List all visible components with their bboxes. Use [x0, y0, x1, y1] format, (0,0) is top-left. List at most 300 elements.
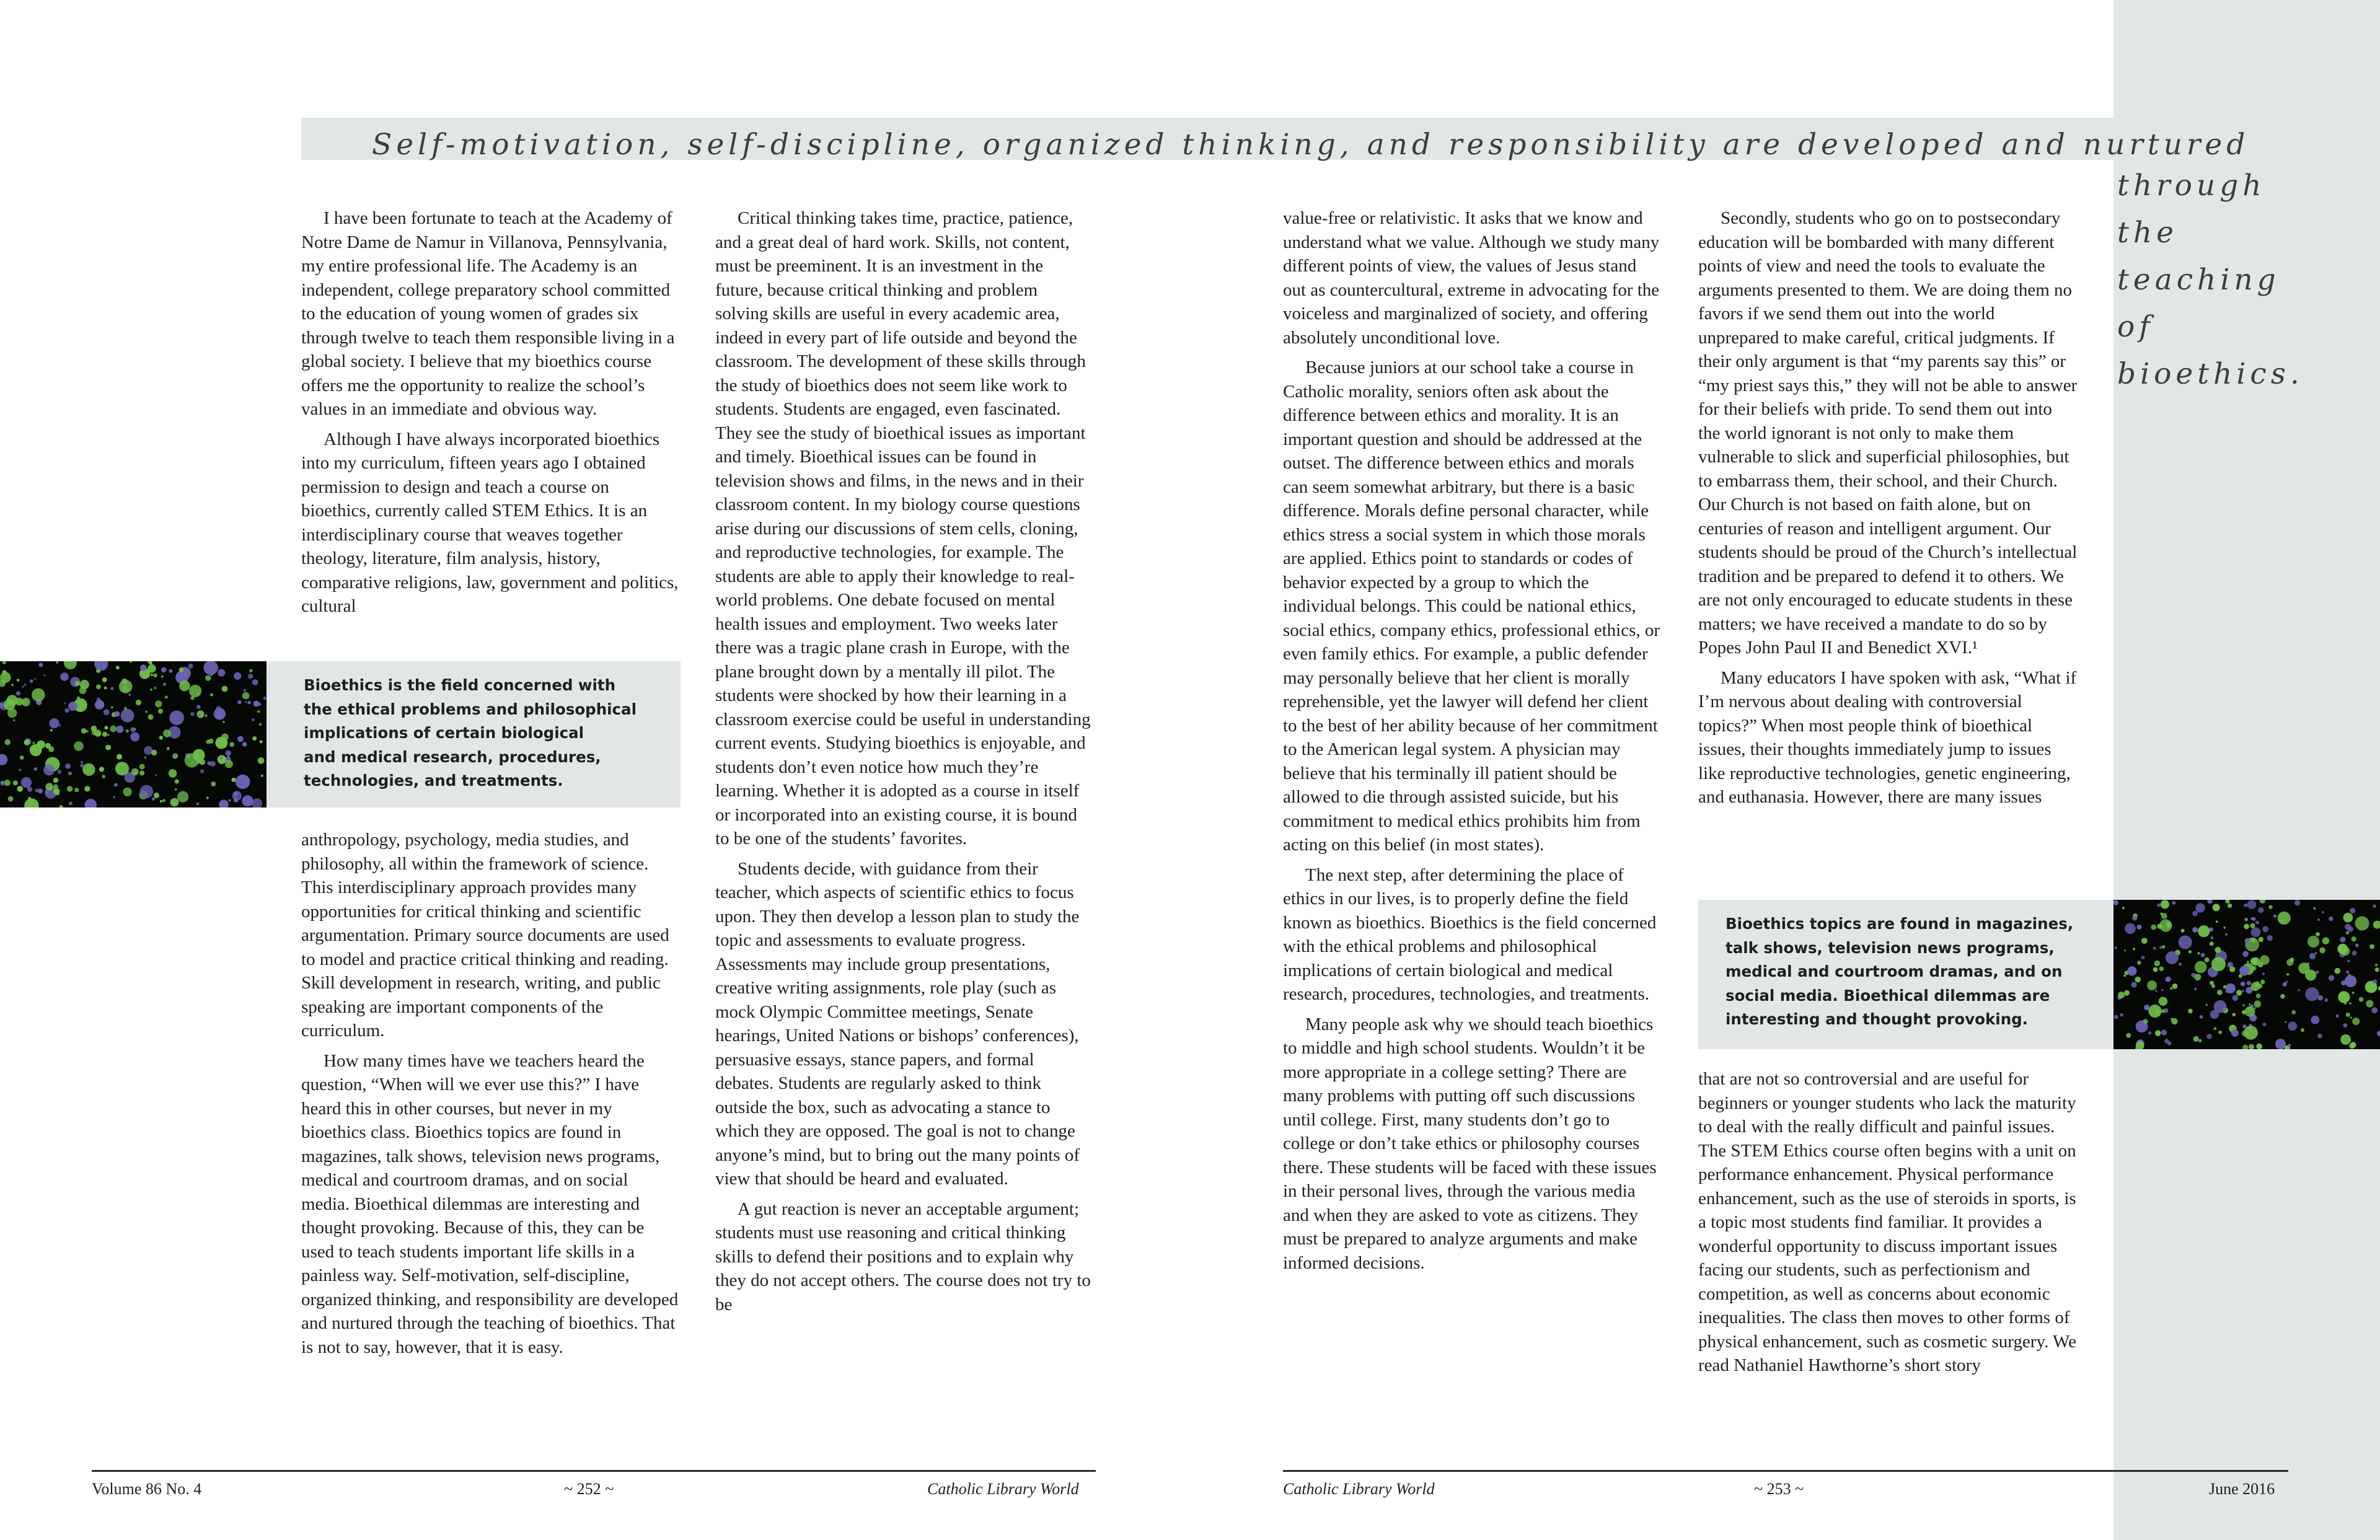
- speckle-dot: [210, 693, 213, 697]
- speckle-dot: [0, 754, 7, 765]
- speckle-dot: [2267, 935, 2273, 941]
- callout-line: the ethical problems and philosophical: [304, 700, 637, 718]
- speckle-dot: [2241, 982, 2246, 987]
- speckle-dot: [2254, 1000, 2262, 1008]
- speckle-dot: [2132, 915, 2137, 920]
- speckle-dot: [2188, 950, 2192, 953]
- speckle-dot: [4, 780, 11, 786]
- speckle-dot: [2172, 901, 2175, 905]
- column-4-bottom: [1698, 1067, 2078, 1384]
- speckle-dot: [2133, 948, 2135, 950]
- column-3: [1283, 206, 1662, 1281]
- speckle-dot: [8, 796, 14, 802]
- footer-page-left: ~ 252 ~: [564, 1480, 614, 1498]
- speckle-dot: [2244, 924, 2249, 930]
- speckle-dot: [2201, 953, 2205, 957]
- speckle-dot: [2, 670, 7, 674]
- speckle-dot: [2301, 1028, 2304, 1032]
- speckle-dot: [107, 734, 109, 736]
- speckle-dot: [2329, 917, 2333, 921]
- speckle-dot: [154, 687, 157, 690]
- speckle-dot: [2349, 1003, 2351, 1005]
- speckle-dot: [2309, 953, 2316, 959]
- speckle-dot: [207, 761, 211, 765]
- speckle-dot: [170, 798, 179, 807]
- speckle-dot: [196, 803, 200, 806]
- speckle-dot: [2188, 1009, 2193, 1014]
- speckle-dot: [131, 727, 136, 732]
- speckle-dot: [102, 775, 105, 778]
- speckle-dot: [116, 666, 120, 669]
- speckle-dot: [34, 678, 36, 680]
- speckle-dot: [2316, 932, 2320, 936]
- speckle-decoration-right: [2113, 900, 2380, 1049]
- speckle-dot: [114, 711, 120, 716]
- speckle-dot: [102, 732, 107, 737]
- speckle-dot: [163, 729, 171, 737]
- speckle-dot: [225, 760, 233, 768]
- speckle-dot: [2118, 992, 2125, 998]
- speckle-dot: [231, 778, 236, 782]
- speckle-dot: [2322, 937, 2329, 944]
- speckle-dot: [259, 723, 262, 726]
- speckle-dot: [121, 709, 134, 723]
- speckle-dot: [2242, 990, 2244, 992]
- speckle-dot: [81, 761, 83, 763]
- speckle-dot: [2195, 961, 2207, 974]
- speckle-dot: [2375, 967, 2379, 972]
- speckle-dot: [2210, 981, 2214, 985]
- speckle-dot: [2317, 995, 2323, 1001]
- callout-line: talk shows, television news programs,: [1726, 938, 2055, 957]
- speckle-dot: [236, 775, 250, 789]
- speckle-dot: [2161, 989, 2163, 991]
- speckle-dot: [2352, 1018, 2360, 1025]
- speckle-dot: [80, 763, 84, 767]
- speckle-dot: [216, 706, 221, 711]
- speckle-dot: [96, 685, 101, 690]
- speckle-dot: [2114, 1015, 2118, 1019]
- speckle-dot: [252, 718, 255, 721]
- speckle-dot: [2231, 1029, 2239, 1037]
- speckle-dot: [2, 661, 6, 664]
- speckle-dot: [111, 706, 113, 709]
- speckle-dot: [59, 724, 61, 726]
- speckle-dot: [2251, 917, 2254, 920]
- speckle-dot: [2148, 1005, 2161, 1018]
- speckle-dot: [140, 664, 146, 671]
- speckle-dot: [19, 768, 22, 772]
- speckle-dot: [226, 750, 231, 756]
- column-2: [715, 206, 1095, 1322]
- speckle-dot: [2244, 938, 2249, 943]
- speckle-dot: [13, 781, 18, 786]
- speckle-dot: [13, 719, 15, 721]
- speckle-dot: [102, 677, 107, 682]
- speckle-dot: [2192, 927, 2198, 933]
- speckle-dot: [2162, 945, 2166, 949]
- speckle-dot: [2291, 1010, 2296, 1014]
- speckle-dot: [2283, 982, 2287, 987]
- speckle-dot: [205, 715, 207, 717]
- speckle-dot: [56, 661, 59, 664]
- speckle-dot: [160, 800, 162, 803]
- speckle-dot: [2373, 905, 2376, 908]
- speckle-dot: [104, 709, 110, 715]
- speckle-dot: [68, 772, 72, 775]
- speckle-dot: [175, 779, 179, 783]
- speckle-dot: [2350, 908, 2355, 913]
- paragraph: The next step, after determining the place of ethics in our lives, is to properly define the field known as bioethics. Bioethics is the field concerned with the ethical problems and philosophical implications of certain biological and medical research, procedures, technologies, and treatments.: [1283, 865, 1657, 1004]
- speckle-dot: [2273, 914, 2277, 918]
- speckle-dot: [2115, 947, 2117, 949]
- speckle-dot: [2141, 956, 2145, 959]
- callout-line: and medical research, procedures,: [304, 747, 601, 766]
- speckle-dot: [32, 689, 45, 702]
- speckle-dot: [2369, 944, 2374, 949]
- speckle-dot: [190, 712, 194, 716]
- callout-line: Bioethics topics are found in magazines,: [1726, 915, 2074, 933]
- speckle-dot: [2286, 981, 2288, 983]
- speckle-dot: [22, 698, 30, 706]
- speckle-dot: [2314, 907, 2316, 910]
- speckle-dot: [2255, 921, 2259, 925]
- speckle-dot: [218, 669, 225, 677]
- speckle-dot: [2124, 949, 2126, 951]
- speckle-dot: [2192, 911, 2198, 917]
- speckle-dot: [24, 798, 39, 807]
- speckle-dot: [2355, 944, 2359, 948]
- speckle-dot: [223, 721, 224, 723]
- speckle-dot: [2250, 957, 2258, 965]
- speckle-dot: [2127, 966, 2136, 975]
- speckle-dot: [74, 788, 79, 792]
- speckle-dot: [131, 768, 139, 776]
- speckle-dot: [148, 715, 154, 720]
- speckle-dot: [153, 674, 157, 677]
- speckle-dot: [2268, 905, 2273, 909]
- speckle-dot: [43, 765, 55, 776]
- speckle-dot: [2247, 981, 2251, 985]
- callout-line: implications of certain biological: [304, 724, 584, 742]
- speckle-dot: [197, 710, 205, 718]
- speckle-dot: [2242, 1004, 2244, 1006]
- speckle-dot: [2194, 988, 2197, 990]
- speckle-dot: [200, 769, 204, 773]
- speckle-dot: [196, 705, 201, 710]
- speckle-dot: [2351, 936, 2356, 941]
- speckle-dot: [105, 745, 111, 750]
- speckle-dot: [38, 788, 43, 793]
- speckle-dot: [2232, 995, 2239, 1001]
- speckle-dot: [48, 746, 54, 752]
- speckle-dot: [234, 672, 241, 680]
- speckle-dot: [2223, 926, 2226, 929]
- speckle-dot: [2280, 994, 2285, 999]
- speckle-dot: [2350, 1016, 2352, 1018]
- paragraph: Critical thinking takes time, practice, patience, and a great deal of hard work. Skills, not content, must be preeminent. It is an investment in the future, because critical thinking and problem solving skills are useful in every academic area, indeed in every part of life outside and beyond the classroom. The development of these skills through the study of bioethics does not seem like work to students. Students are engaged, even fascinated. They see the study of bioethical issues as important and timely. Bioethical issues can be found in television shows and films, in the news and in their classroom content. In my biology course questions arise during our discussions of stem cells, cloning, and reproductive technologies, for example. The students are able to apply their knowledge to real-world problems. One debate focused on mental health issues and employment. Two weeks later there was a tragic plane crash in Europe, with the plane brought down by a mentally ill pilot. The students were shocked by how their learning in a classroom exercise could be useful in understanding current events. Studying bioethics is enjoyable, and students don’t even notice how much they’re learning. Whether it is adopted as a course in itself or incorporated into an existing course, it is bound to be one of the students’ favorites.: [715, 208, 1091, 848]
- speckle-dot: [136, 700, 141, 705]
- speckle-pattern: [0, 661, 267, 807]
- speckle-dot: [175, 788, 177, 790]
- speckle-dot: [2262, 926, 2268, 932]
- speckle-dot: [249, 669, 253, 672]
- column-1-bottom: [301, 828, 681, 1365]
- speckle-dot: [2294, 900, 2300, 905]
- speckle-dot: [2206, 1034, 2212, 1039]
- speckle-dot: [2232, 1013, 2236, 1016]
- speckle-dot: [21, 777, 32, 788]
- speckle-dot: [2256, 1044, 2262, 1049]
- speckle-dot: [2198, 952, 2200, 954]
- speckle-dot: [2170, 987, 2172, 990]
- pull-quote-word: of: [2117, 310, 2154, 344]
- column-4-top: [1698, 206, 2078, 816]
- speckle-dot: [92, 730, 97, 735]
- speckle-dot: [242, 742, 247, 747]
- speckle-dot: [2244, 1026, 2258, 1040]
- speckle-dot: [2215, 947, 2221, 953]
- speckle-dot: [179, 680, 190, 691]
- speckle-dot: [24, 684, 27, 686]
- speckle-dot: [2346, 1013, 2350, 1017]
- speckle-dot: [155, 774, 157, 776]
- speckle-dot: [2126, 1033, 2131, 1038]
- callout-line: social media. Bioethical dilemmas are: [1726, 986, 2050, 1005]
- speckle-dot: [2205, 957, 2210, 962]
- paragraph: Secondly, students who go on to postsecondary education will be bombarded with many different points of view and need the tools to evaluate the arguments presented to them. We are doing them no favors if we send them out into the world unprepared to make careful, critical judgments. If their only argument is that “my parents say this” or “my priest says this,” they will not be able to answer for their beliefs with pride. To send them out into the world ignorant is not only to make them vulnerable to slick and superficial philosophies, but to embarrass them, their school, and their Church. Our Church is not based on faith alone, but on centuries of reason and intelligent argument. Our students should be proud of the Church’s intellectual tradition and be prepared to defend it to others. We are not only encouraged to educate students in these matters; we have received a mandate to do so by Popes John Paul II and Benedict XVI.¹: [1698, 208, 2078, 658]
- speckle-dot: [2355, 917, 2369, 931]
- speckle-dot: [218, 755, 226, 763]
- speckle-dot: [215, 737, 227, 749]
- speckle-dot: [2194, 974, 2201, 980]
- speckle-dot: [248, 701, 251, 704]
- speckle-decoration-left: [0, 661, 267, 807]
- speckle-dot: [208, 664, 211, 667]
- speckle-dot: [2345, 975, 2356, 987]
- speckle-dot: [248, 674, 253, 679]
- speckle-dot: [2288, 1021, 2297, 1031]
- speckle-dot: [2250, 923, 2255, 928]
- speckle-dot: [252, 798, 262, 807]
- speckle-dot: [2366, 1000, 2373, 1008]
- speckle-dot: [2352, 951, 2357, 956]
- speckle-dot: [2247, 961, 2249, 963]
- speckle-dot: [189, 685, 201, 697]
- speckle-dot: [53, 778, 58, 783]
- speckle-dot: [58, 770, 62, 774]
- speckle-dot: [2375, 964, 2378, 966]
- speckle-dot: [64, 702, 66, 704]
- speckle-pattern: [2113, 900, 2380, 1049]
- speckle-dot: [2260, 900, 2266, 904]
- speckle-dot: [114, 783, 118, 787]
- callout-line: medical and courtroom dramas, and on: [1726, 962, 2063, 980]
- speckle-dot: [2143, 1019, 2148, 1024]
- speckle-dot: [64, 661, 77, 669]
- speckle-dot: [2337, 944, 2348, 954]
- speckle-dot: [182, 795, 183, 797]
- speckle-dot: [150, 689, 152, 691]
- speckle-dot: [2153, 967, 2158, 972]
- speckle-dot: [227, 755, 230, 758]
- speckle-dot: [140, 785, 153, 798]
- speckle-dot: [28, 797, 31, 800]
- speckle-dot: [162, 799, 165, 802]
- speckle-dot: [2329, 975, 2334, 981]
- speckle-dot: [2359, 997, 2364, 1002]
- footer-volume: Volume 86 No. 4: [92, 1480, 202, 1498]
- speckle-dot: [155, 700, 162, 707]
- speckle-dot: [2122, 907, 2125, 909]
- speckle-dot: [24, 739, 30, 746]
- speckle-dot: [2258, 962, 2263, 967]
- paragraph: Students decide, with guidance from their teacher, which aspects of scientific ethics to focus upon. They then develop a lesson plan to study the topic and assessments to evaluate progress. Assessments may include group presentations, creative writing assignments, role play (such as mock Olympic Committee meetings, Senate hearings, United Nations or bishops’ conferences), persuasive essays, stance papers, and formal debates. Students are regularly asked to think outside the box, such as advocating a stance to which they are opposed. The goal is not to change anyone’s mind, but to bring out the many points of view that should be heard and evaluated.: [715, 858, 1080, 1189]
- speckle-dot: [260, 740, 263, 743]
- speckle-dot: [139, 764, 145, 770]
- speckle-dot: [245, 701, 247, 703]
- speckle-dot: [53, 788, 60, 795]
- speckle-dot: [2225, 900, 2230, 904]
- speckle-dot: [151, 750, 157, 755]
- pull-quote-word: the: [2117, 216, 2178, 250]
- speckle-dot: [2335, 968, 2341, 974]
- speckle-dot: [198, 714, 201, 716]
- speckle-dot: [130, 661, 132, 663]
- speckle-dot: [2179, 935, 2192, 949]
- speckle-dot: [45, 783, 53, 790]
- speckle-dot: [2154, 961, 2161, 967]
- speckle-dot: [2153, 947, 2156, 950]
- speckle-dot: [2298, 962, 2309, 974]
- speckle-dot: [2245, 1006, 2255, 1017]
- speckle-dot: [2159, 967, 2164, 971]
- paragraph: that are not so controversial and are useful for beginners or younger students who lack the maturity to deal with the really difficult and painful issues. The STEM Ethics course often begins with a unit on performance enhancement. Physical performance enhancement, such as the use of steroids in sports, is a topic most students find familiar. It provides a wonderful opportunity to discuss important issues facing our students, such as perfectionism and competition, as well as concerns about economic inequalities. The class then moves to other forms of physical enhancement, such as cosmetic surgery. We read Nathaniel Hawthorne’s short story: [1698, 1069, 2076, 1375]
- speckle-dot: [2159, 919, 2172, 931]
- speckle-dot: [237, 736, 244, 742]
- speckle-dot: [2135, 977, 2141, 982]
- speckle-dot: [2228, 904, 2232, 908]
- speckle-dot: [60, 805, 63, 807]
- paragraph: Many people ask why we should teach bioethics to middle and high school students. Wouldn’t it be more appropriate in a college setting? There are many problems with putting off such discussions until college. First, many students don’t go to college or don’t take ethics or philosophy courses there. These students will be faced with these issues in their personal lives, through the various media and when they are asked to vote as citizens. They must be prepared to analyze arguments and make informed decisions.: [1283, 1014, 1657, 1273]
- speckle-dot: [126, 729, 129, 733]
- speckle-dot: [229, 742, 234, 747]
- pull-callout-right: [1698, 900, 2113, 1049]
- speckle-dot: [2324, 998, 2328, 1002]
- speckle-dot: [2346, 970, 2349, 974]
- speckle-dot: [174, 754, 177, 757]
- speckle-dot: [2123, 975, 2126, 977]
- speckle-dot: [2179, 962, 2182, 966]
- speckle-dot: [169, 769, 177, 778]
- speckle-dot: [2200, 1015, 2203, 1019]
- speckle-dot: [237, 700, 242, 705]
- speckle-dot: [2335, 1014, 2338, 1018]
- speckle-dot: [2347, 959, 2350, 962]
- speckle-dot: [2262, 1023, 2266, 1026]
- speckle-dot: [2316, 970, 2319, 974]
- speckle-dot: [68, 702, 77, 711]
- speckle-dot: [2242, 1045, 2248, 1049]
- speckle-dot: [2275, 1039, 2286, 1049]
- speckle-dot: [110, 687, 113, 690]
- speckle-dot: [2137, 961, 2141, 964]
- speckle-dot: [2373, 979, 2378, 984]
- speckle-dot: [2246, 946, 2249, 949]
- speckle-dot: [43, 674, 45, 676]
- speckle-dot: [2120, 1013, 2123, 1016]
- speckle-dot: [124, 707, 127, 710]
- speckle-dot: [17, 786, 23, 792]
- speckle-dot: [2239, 966, 2249, 975]
- speckle-dot: [2319, 948, 2325, 954]
- pull-quote-continuation: [2117, 162, 2378, 398]
- speckle-dot: [2147, 980, 2157, 990]
- speckle-dot: [2206, 1004, 2208, 1006]
- speckle-dot: [2214, 1000, 2227, 1013]
- speckle-dot: [113, 796, 115, 798]
- speckle-dot: [87, 768, 90, 770]
- speckle-dot: [2171, 1018, 2173, 1020]
- speckle-dot: [2340, 991, 2345, 997]
- speckle-dot: [2250, 938, 2255, 943]
- speckle-dot: [2236, 990, 2242, 995]
- speckle-dot: [2166, 951, 2179, 964]
- speckle-dot: [2247, 900, 2257, 909]
- speckle-dot: [161, 675, 164, 678]
- speckle-dot: [252, 736, 257, 741]
- speckle-dot: [110, 726, 117, 733]
- speckle-dot: [69, 801, 73, 805]
- speckle-dot: [117, 754, 122, 760]
- footer-date: June 2016: [2209, 1480, 2275, 1498]
- speckle-dot: [2285, 1021, 2286, 1023]
- speckle-dot: [2157, 904, 2161, 907]
- speckle-dot: [2213, 904, 2220, 911]
- speckle-dot: [35, 789, 38, 793]
- speckle-dot: [17, 679, 20, 682]
- speckle-dot: [2378, 987, 2380, 990]
- speckle-dot: [2371, 1007, 2378, 1013]
- speckle-dot: [81, 728, 87, 734]
- speckle-dot: [2286, 973, 2289, 975]
- speckle-dot: [2344, 1002, 2347, 1005]
- speckle-dot: [219, 799, 229, 807]
- speckle-dot: [2198, 925, 2210, 937]
- speckle-dot: [154, 793, 159, 798]
- speckle-dot: [2211, 936, 2214, 939]
- speckle-dot: [208, 739, 213, 744]
- speckle-dot: [2164, 1039, 2169, 1044]
- speckle-dot: [2166, 977, 2171, 982]
- speckle-dot: [263, 697, 267, 700]
- speckle-dot: [97, 698, 100, 702]
- speckle-dot: [2311, 1016, 2319, 1024]
- speckle-dot: [2290, 957, 2294, 962]
- speckle-dot: [2210, 941, 2214, 946]
- paragraph: How many times have we teachers heard the question, “When will we ever use this?” I have heard this in other courses, but never in my bioethics class. Bioethics topics are found in magazines, talk shows, television news programs, medical and courtroom dramas, and on social media. Bioethical dilemmas are interesting and thought provoking. Because of this, they can be used to teach students important life skills in a painless way. Self-motivation, self-discipline, organized thinking, and responsibility are developed and nurtured through the teaching of bioethics. That is not to say, however, that it is easy.: [301, 1050, 679, 1357]
- speckle-dot: [2161, 1010, 2165, 1013]
- speckle-dot: [27, 786, 32, 791]
- paragraph: Although I have always incorporated bioethics into my curriculum, fifteen years ago I obtained permission to design and teach a course on bioethics, currently called STEM Ethics. It is an interdisciplinary course that weaves together theology, literature, film analysis, history, comparative religions, law, government and politics, cultural: [301, 429, 679, 616]
- speckle-dot: [2214, 1027, 2217, 1030]
- speckle-dot: [2226, 983, 2236, 993]
- speckle-dot: [2125, 923, 2136, 935]
- speckle-dot: [247, 799, 253, 805]
- speckle-dot: [2258, 907, 2263, 913]
- speckle-dot: [46, 791, 49, 794]
- speckle-dot: [144, 757, 146, 759]
